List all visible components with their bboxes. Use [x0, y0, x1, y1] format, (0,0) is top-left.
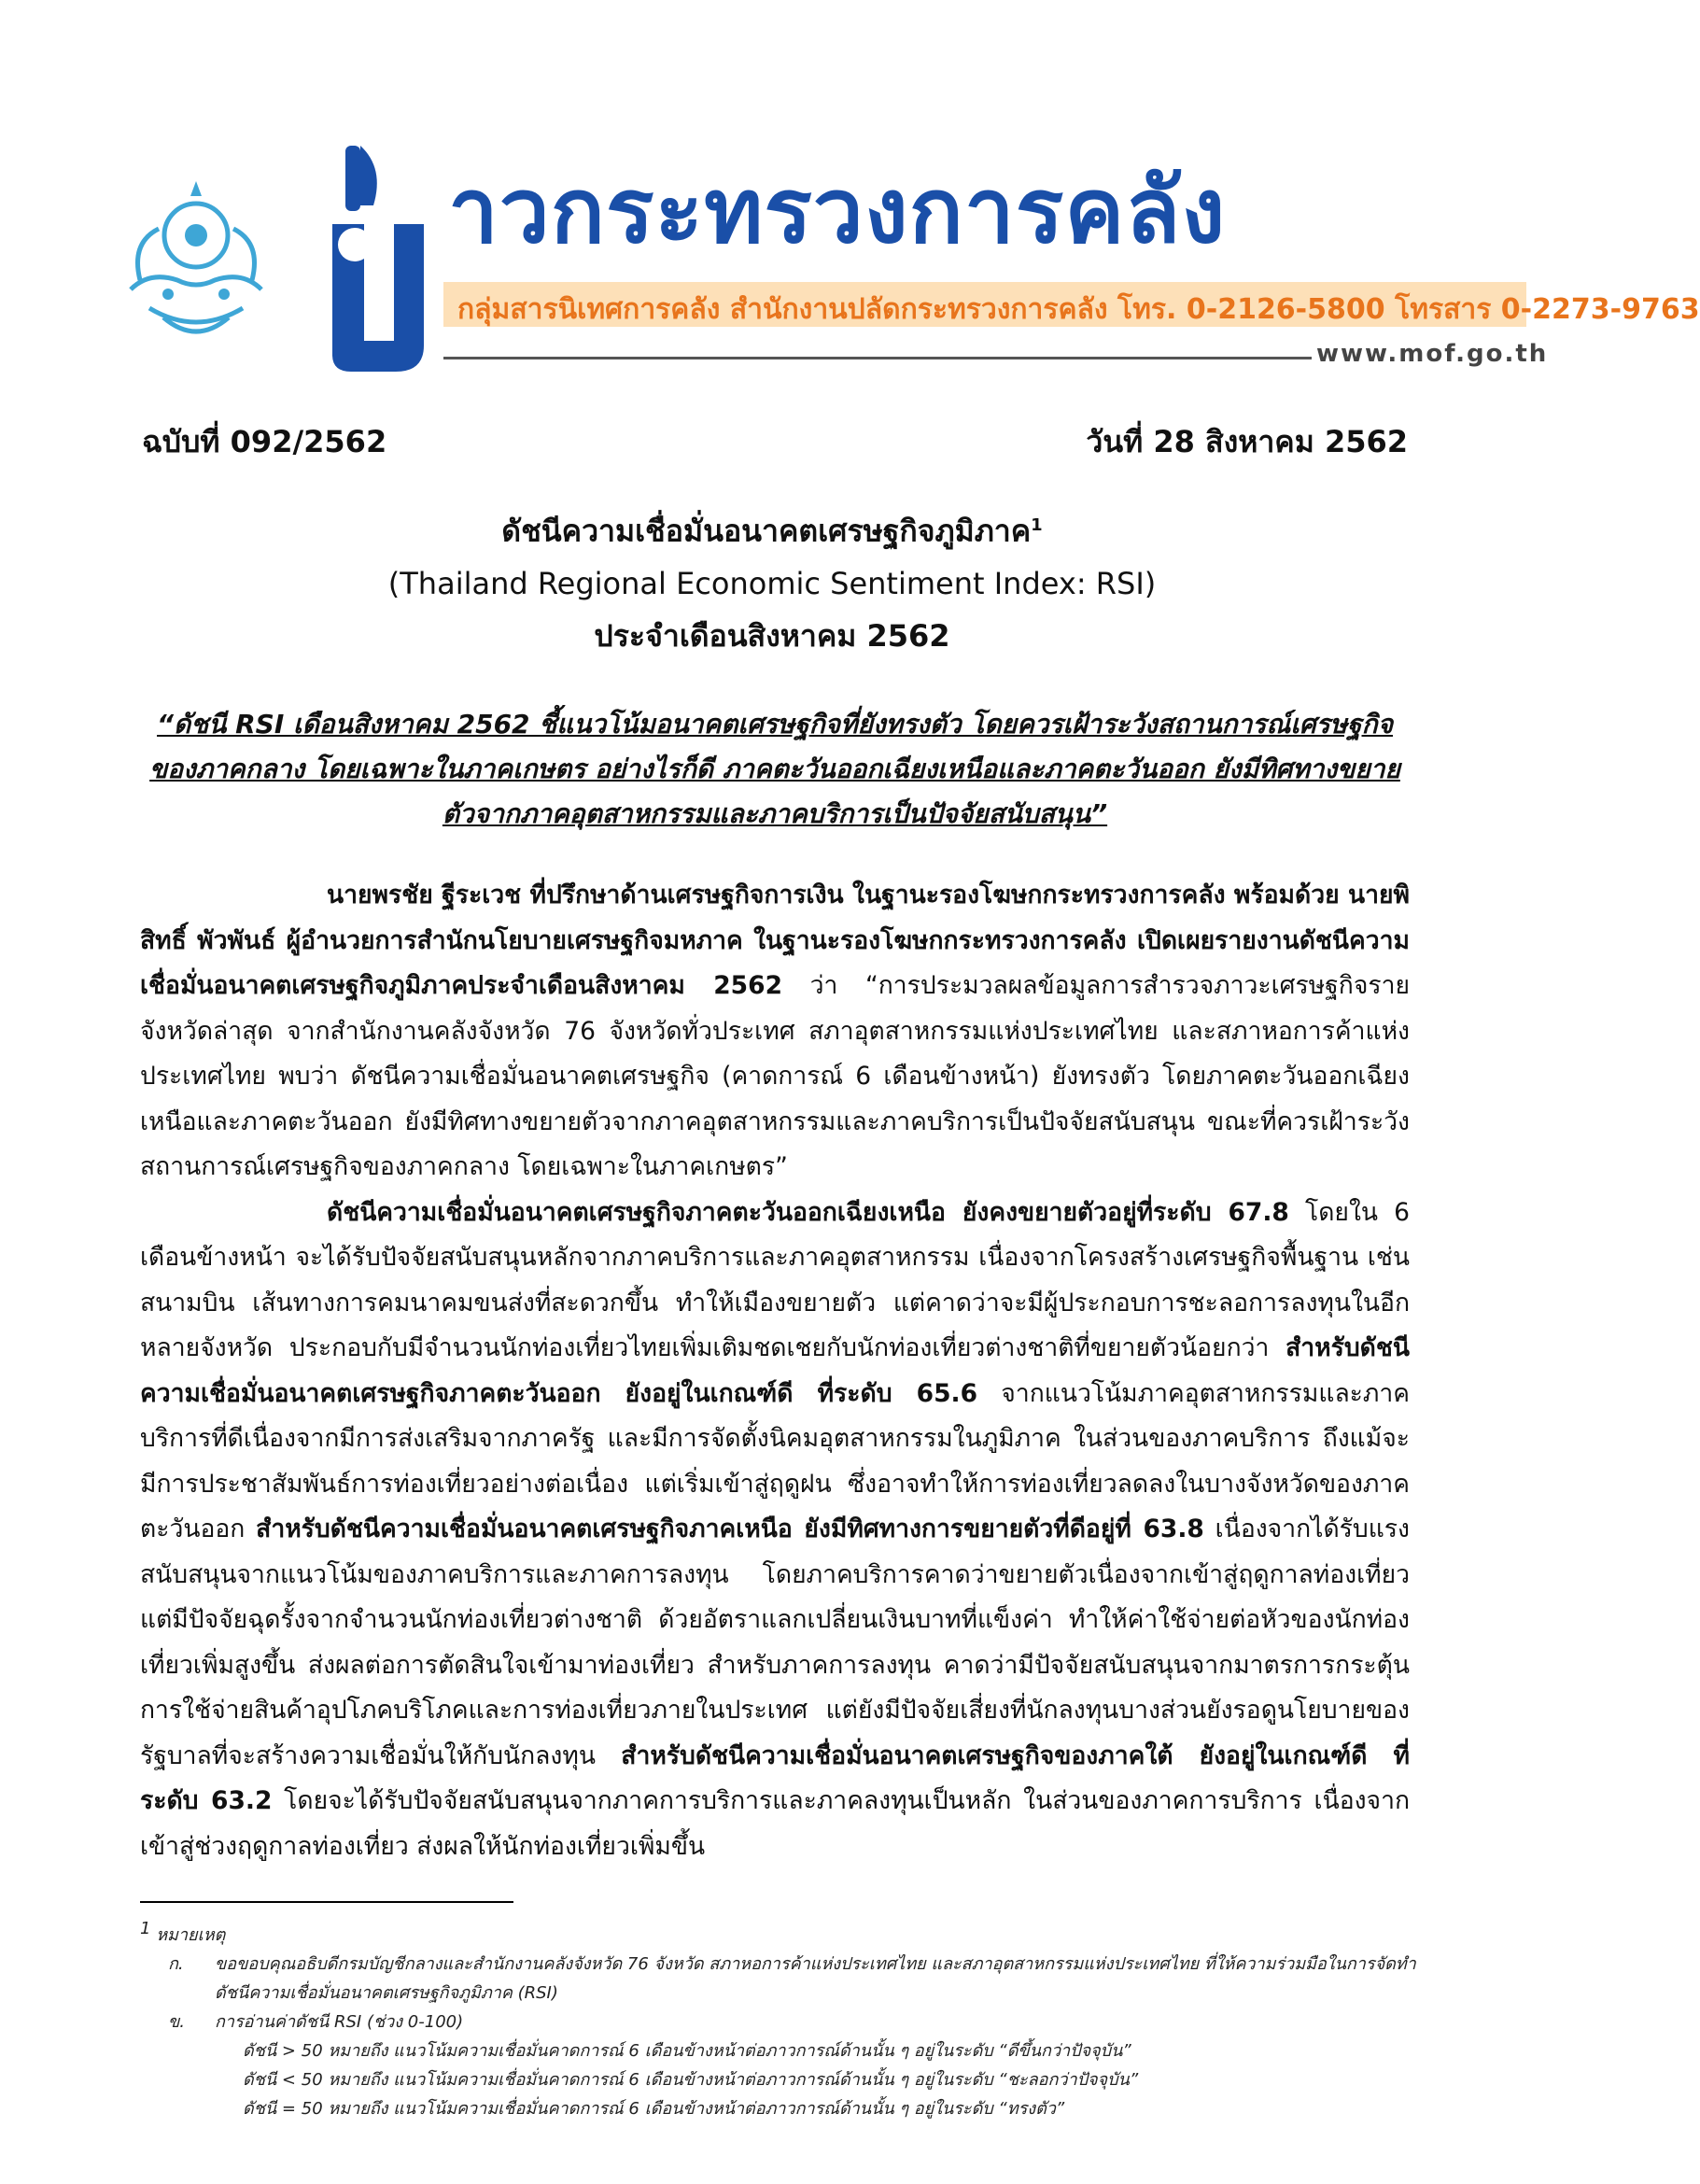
title-line-3: ประจำเดือนสิงหาคม 2562 — [594, 617, 950, 654]
paragraph-1: นายพรชัย ฐีระเวช ที่ปรึกษาด้านเศรษฐกิจการเงิน ในฐานะรองโฆษกกระทรวงการคลัง พร้อมด้วย นายพิสิทธิ์ พัวพันธ์ ผู้อำนวยการสำนักนโยบายเศรษฐกิจมหภาค ในฐานะรองโฆษกกระทรวงการคลัง เปิดเผยรายงานดัชนีความเชื่อมั่นอนาคตเศรษฐกิจภูมิภาคประจำเดือนสิงหาคม 2562 ว่า “การประมวลผลข้อมูลการสำรวจภาวะเศรษฐกิจรายจังหวัดล่าสุด จากสำนักงานคลังจังหวัด 76 จังหวัดทั่วประเทศ สภาอุตสาหกรรมแห่งประเทศไทย และสภาหอการค้าแห่งประเทศไทย พบว่า ดัชนีความเชื่อมั่นอนาคตเศรษฐกิจ (คาดการณ์ 6 เดือนข้างหน้า) ยังทรงตัว โดยภาคตะวันออกเฉียงเหนือและภาคตะวันออก ยังมีทิศทางขยายตัวจากภาคอุตสาหกรรมและภาคบริการเป็นปัจจัยสนับสนุน ขณะที่ควรเฝ้าระวังสถานการณ์เศรษฐกิจของภาคกลาง โดยเฉพาะในภาคเกษตร” — [140, 881, 1411, 1181]
footnote-marker[interactable]: 1 — [1031, 515, 1043, 535]
title-line-1: ดัชนีความเชื่อมั่นอนาคตเศรษฐกิจภูมิภาค$^1$ — [501, 513, 1043, 549]
masthead-website[interactable]: www.mof.go.th — [1316, 340, 1549, 368]
footnote-item-a: ก. ขอขอบคุณอธิบดีกรมบัญชีกลางและสำนักงานคลังจังหวัด 76 จังหวัด สภาหอการค้าแห่งประเทศไทย และสภาอุตสาหกรรมแห่งประเทศไทย ที่ให้ความร่วมมือในการจัดทำดัชนีความเชื่อมั่นอนาคตเศรษฐกิจภูมิภาค (RSI) — [168, 1954, 1416, 2003]
footnotes — [140, 1914, 1428, 2123]
footnote-item-b: ข. การอ่านค่าดัชนี RSI (ช่วง 0-100) — [168, 2012, 464, 2032]
masthead-subtitle: กลุ่มสารนิเทศการคลัง สำนักงานปลัดกระทรวงการคลัง โทร. 0-2126-5800 โทรสาร 0-2273-9763 — [457, 293, 1700, 326]
summary-quote: “ดัชนี RSI เดือนสิงหาคม 2562 ชี้แนวโน้มอนาคตเศรษฐกิจที่ยังทรงตัว โดยควรเฝ้าระวังสถานการณ์เศรษฐกิจของภาคกลาง โดยเฉพาะในภาคเกษตร อย่างไรก็ดี ภาคตะวันออกเฉียงเหนือและภาคตะวันออก ยังมีทิศทางขยายตัวจากภาคอุตสาหกรรมและภาคบริการเป็นปัจจัยสนับสนุน” — [149, 709, 1400, 829]
title-line-2: (Thailand Regional Economic Sentiment Index: RSI) — [387, 565, 1157, 601]
footnote-b-line-2: ดัชนี < 50 หมายถึง แนวโน้มความเชื่อมั่นคาดการณ์ 6 เดือนข้างหน้าต่อภาวการณ์ด้านนั้น ๆ อยู่ในระดับ “ชะลอกว่าปัจจุบัน” — [243, 2070, 1139, 2090]
garuda-emblem-icon — [112, 177, 280, 345]
issue-date: วันที่ 28 สิงหาคม 2562 — [1086, 424, 1408, 459]
document-titles — [0, 500, 1544, 662]
masthead-rule — [443, 357, 1312, 359]
footnote-rule — [140, 1901, 513, 1903]
footnote-heading: $^1$ หมายเหตุ — [140, 1919, 226, 1945]
body-text — [140, 873, 1410, 1869]
footnote-b-line-3: ดัชนี = 50 หมายถึง แนวโน้มความเชื่อมั่นคาดการณ์ 6 เดือนข้างหน้าต่อภาวการณ์ด้านนั้น ๆ อยู่ในระดับ “ทรงตัว” — [243, 2099, 1065, 2119]
footnote-b-line-1: ดัชนี > 50 หมายถึง แนวโน้มความเชื่อมั่นคาดการณ์ 6 เดือนข้างหน้าต่อภาวการณ์ด้านนั้น ๆ อยู่ในระดับ “ดีขึ้นกว่าปัจจุบัน” — [243, 2041, 1131, 2061]
masthead — [112, 140, 1700, 383]
masthead-title: าวกระทรวงการคลัง — [448, 159, 1227, 263]
masthead-logo-letter — [319, 140, 441, 373]
paragraph-2: ดัชนีความเชื่อมั่นอนาคตเศรษฐกิจภาคตะวันออกเฉียงเหนือ ยังคงขยายตัวอยู่ที่ระดับ 67.8 โดยใน 6 เดือนข้างหน้า จะได้รับปัจจัยสนับสนุนหลักจากภาคบริการและภาคอุตสาหกรรม เนื่องจากโครงสร้างเศรษฐกิจพื้นฐาน เช่น สนามบิน เส้นทางการคมนาคมขนส่งที่สะดวกขึ้น ทำให้เมืองขยายตัว แต่คาดว่าจะมีผู้ประกอบการชะลอการลงทุนในอีกหลายจังหวัด ประกอบกับมีจำนวนนักท่องเที่ยวไทยเพิ่มเติมชดเชยกับนักท่องเที่ยวต่างชาติที่ขยายตัวน้อยกว่า สำหรับดัชนีความเชื่อมั่นอนาคตเศรษฐกิจภาคตะวันออก ยังอยู่ในเกณฑ์ดี ที่ระดับ 65.6 จากแนวโน้มภาคอุตสาหกรรมและภาคบริการที่ดีเนื่องจากมีการส่งเสริมจากภาครัฐ และมีการจัดตั้งนิคมอุตสาหกรรมในภูมิภาค ในส่วนของภาคบริการ ถึงแม้จะมีการประชาสัมพันธ์การท่องเที่ยวอย่างต่อเนื่อง แต่เริ่มเข้าสู่ฤดูฝน ซึ่งอาจทำให้การท่องเที่ยวลดลงในบางจังหวัดของภาคตะวันออก สำหรับดัชนีความเชื่อมั่นอนาคตเศรษฐกิจภาคเหนือ ยังมีทิศทางการขยายตัวที่ดีอยู่ที่ 63.8 เนื่องจากได้รับแรงสนับสนุนจากแนวโน้มของภาคบริการและภาคการลงทุน โดยภาคบริการคาดว่าขยายตัวเนื่องจากเข้าสู่ฤดูกาลท่องเที่ยว แต่มีปัจจัยฉุดรั้งจากจำนวนนักท่องเที่ยวต่างชาติ ด้วยอัตราแลกเปลี่ยนเงินบาทที่แข็งค่า ทำให้ค่าใช้จ่ายต่อหัวของนักท่องเที่ยวเพิ่มสูงขึ้น ส่งผลต่อการตัดสินใจเข้ามาท่องเที่ยว สำหรับภาคการลงทุน คาดว่ามีปัจจัยสนับสนุนจากมาตรการกระตุ้นการใช้จ่ายสินค้าอุปโภคบริโภคและการท่องเที่ยวภายในประเทศ แต่ยังมีปัจจัยเสี่ยงที่นักลงทุนบางส่วนยังรอดูนโยบายของรัฐบาลที่จะสร้างความเชื่อมั่นให้กับนักลงทุน สำหรับดัชนีความเชื่อมั่นอนาคตเศรษฐกิจของภาคใต้ ยังอยู่ในเกณฑ์ดี ที่ระดับ 63.2 โดยจะได้รับปัจจัยสนับสนุนจากภาคการบริการและภาคลงทุนเป็นหลัก ในส่วนของภาคการบริการ เนื่องจากเข้าสู่ช่วงฤดูกาลท่องเที่ยว ส่งผลให้นักท่องเที่ยวเพิ่มขึ้น — [140, 1197, 1411, 1861]
issue-number: ฉบับที่ 092/2562 — [142, 424, 387, 459]
